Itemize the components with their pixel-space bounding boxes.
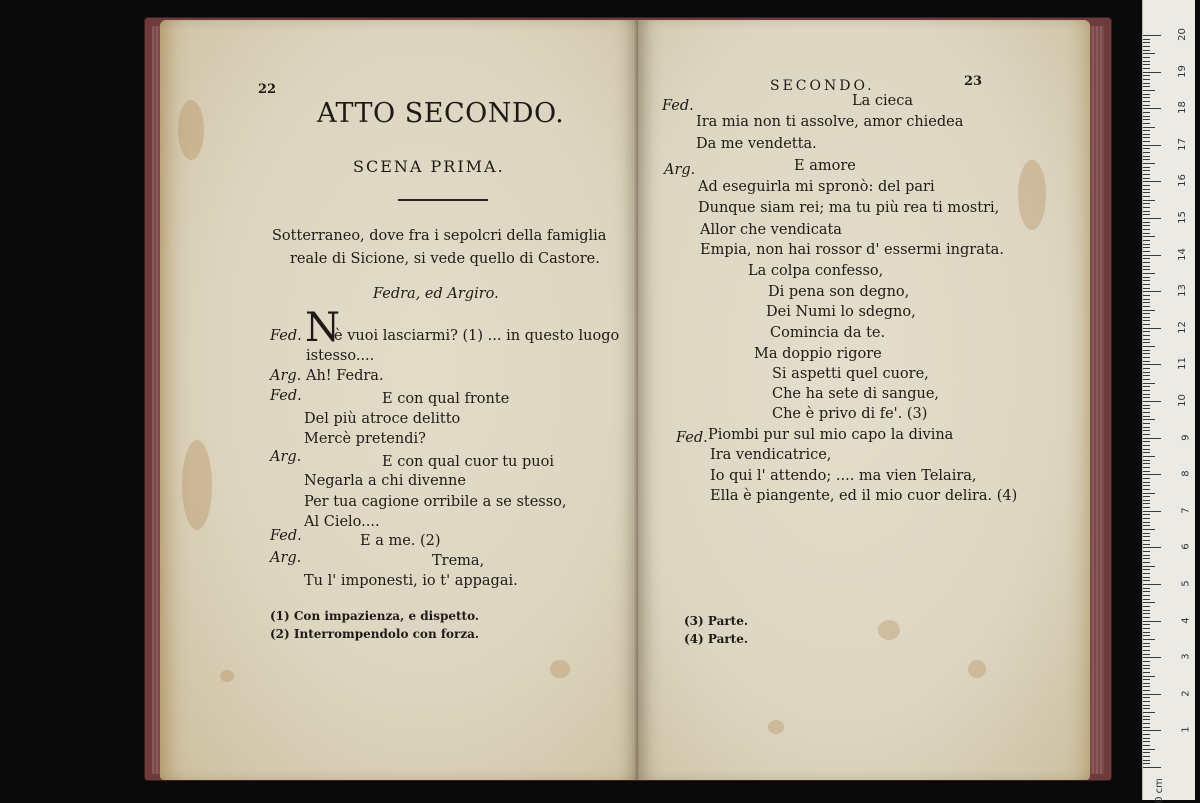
ruler-tick	[1143, 397, 1150, 398]
verse-line: Si aspetti quel cuore,	[772, 366, 929, 382]
ruler-tick	[1143, 514, 1150, 515]
ruler-tick	[1143, 734, 1150, 735]
ruler-number: 14	[1177, 247, 1189, 261]
ruler-tick	[1143, 624, 1150, 625]
ruler-tick	[1143, 134, 1150, 135]
ruler-tick	[1143, 108, 1161, 109]
ruler-number: 13	[1177, 284, 1189, 298]
ruler-tick	[1143, 101, 1150, 102]
speaker-label: Fed.	[270, 388, 302, 404]
ruler-tick	[1143, 167, 1150, 168]
verse-line: Ira vendicatrice,	[710, 447, 832, 463]
ruler-tick	[1143, 577, 1150, 578]
verse-line: istesso....	[306, 348, 375, 364]
stain	[178, 100, 204, 160]
ruler-tick	[1143, 328, 1161, 329]
ruler-number: 5	[1180, 580, 1192, 587]
ruler-tick	[1143, 467, 1150, 468]
ruler-number: 11	[1177, 357, 1189, 371]
ruler-tick	[1143, 379, 1150, 380]
ruler-tick	[1143, 97, 1150, 98]
ruler-tick	[1143, 602, 1155, 603]
ruler-tick	[1143, 763, 1150, 764]
ruler-number: 8	[1180, 470, 1192, 477]
ruler-tick	[1143, 427, 1150, 428]
ruler-tick	[1143, 562, 1150, 563]
ruler-tick	[1143, 291, 1161, 292]
ruler-tick	[1143, 342, 1150, 343]
ruler-tick	[1143, 284, 1150, 285]
stain	[550, 660, 570, 678]
ruler-tick	[1143, 357, 1150, 358]
verse-line: Dei Numi lo sdegno,	[766, 304, 916, 320]
ruler-tick	[1143, 266, 1150, 267]
ruler-tick	[1143, 635, 1150, 636]
verse-line: Mercè pretendi?	[304, 431, 426, 447]
ruler-number: 17	[1177, 137, 1189, 151]
ruler-tick	[1143, 251, 1150, 252]
ruler-tick	[1143, 438, 1161, 439]
ruler-tick	[1143, 500, 1150, 501]
footnote: (2) Interrompendolo con forza.	[270, 627, 480, 641]
verse-line: Da me vendetta.	[696, 136, 817, 152]
ruler-tick	[1143, 716, 1150, 717]
drop-cap: N	[305, 305, 340, 351]
ruler-tick	[1143, 525, 1150, 526]
ruler-tick	[1143, 489, 1150, 490]
ruler-tick	[1143, 401, 1161, 402]
verse-line: Ira mia non ti assolve, amor chiedea	[696, 114, 964, 130]
stain	[768, 720, 784, 734]
ruler-tick	[1143, 540, 1150, 541]
verse-line: Empia, non hai rossor d' essermi ingrata.	[700, 242, 1004, 258]
ruler-tick	[1143, 708, 1150, 709]
ruler-number: 3	[1180, 653, 1192, 660]
ruler-number: 2	[1180, 690, 1192, 697]
ruler-tick	[1143, 211, 1150, 212]
ruler-number: 9	[1180, 433, 1192, 441]
ruler-tick	[1143, 617, 1150, 618]
ruler-tick	[1143, 727, 1150, 728]
ruler-tick	[1143, 482, 1150, 483]
ruler-tick	[1143, 657, 1161, 658]
ruler-tick	[1143, 57, 1150, 58]
ruler-tick	[1143, 170, 1150, 171]
ruler-tick	[1143, 646, 1150, 647]
footnote: (1) Con impazienza, e dispetto.	[270, 609, 480, 623]
ruler-tick	[1143, 145, 1161, 146]
ruler-tick	[1143, 262, 1150, 263]
ruler-tick	[1143, 628, 1150, 629]
ruler-tick	[1143, 456, 1155, 457]
ruler-tick	[1143, 346, 1155, 347]
ruler-tick	[1143, 277, 1150, 278]
stain	[1018, 160, 1046, 230]
ruler-tick	[1143, 112, 1150, 113]
verse-line: Per tua cagione orribile a se stesso,	[304, 494, 567, 510]
ruler-tick	[1143, 90, 1155, 91]
ruler-tick	[1143, 302, 1150, 303]
ruler-tick	[1143, 738, 1150, 739]
act-title: ATTO SECONDO.	[317, 98, 565, 129]
page-number: 22	[258, 82, 277, 97]
ruler-tick	[1143, 412, 1150, 413]
ruler-tick	[1143, 639, 1155, 640]
characters: Fedra, ed Argiro.	[373, 286, 499, 302]
ruler-tick	[1143, 445, 1150, 446]
ruler-tick	[1143, 752, 1150, 753]
ruler-tick	[1143, 584, 1161, 585]
ruler-tick	[1143, 756, 1150, 757]
ruler-tick	[1143, 591, 1150, 592]
ruler-tick	[1143, 288, 1150, 289]
speaker-label: Arg.	[664, 162, 696, 178]
ruler-tick	[1143, 192, 1150, 193]
stage-direction-line: Sotterraneo, dove fra i sepolcri della famiglia	[272, 228, 607, 244]
speaker-label: Arg.	[270, 550, 302, 566]
ruler-tick	[1143, 430, 1150, 431]
ruler-number: 16	[1177, 174, 1189, 188]
ruler-tick	[1143, 72, 1161, 73]
verse-line: Io qui l' attendo; .... ma vien Telaira,	[710, 468, 977, 484]
ruler-tick	[1143, 273, 1155, 274]
ruler-tick	[1143, 123, 1150, 124]
ruler-number: 4	[1180, 616, 1192, 624]
ruler-tick	[1143, 719, 1150, 720]
ruler-tick	[1143, 310, 1155, 311]
ruler-tick	[1143, 474, 1161, 475]
ruler-tick	[1143, 372, 1150, 373]
ruler-tick	[1143, 419, 1155, 420]
ruler-tick	[1143, 203, 1150, 204]
ruler-number: 1	[1180, 726, 1192, 734]
footnote: (3) Parte.	[684, 614, 749, 628]
ruler-number: 12	[1177, 320, 1189, 334]
ruler-tick	[1143, 610, 1150, 611]
ruler-tick	[1143, 621, 1161, 622]
title-rule	[398, 199, 488, 201]
speaker-label: Arg.	[270, 449, 302, 465]
ruler-tick	[1143, 547, 1161, 548]
ruler-tick	[1143, 683, 1150, 684]
ruler-tick	[1143, 767, 1161, 768]
ruler-tick	[1143, 53, 1155, 54]
ruler-tick	[1143, 573, 1150, 574]
ruler-tick	[1143, 83, 1150, 84]
ruler-tick	[1143, 730, 1161, 731]
ruler-tick	[1143, 390, 1150, 391]
ruler-tick	[1143, 588, 1150, 589]
verse-line: La cieca	[852, 93, 913, 109]
ruler-tick	[1143, 127, 1155, 128]
ruler-tick	[1143, 247, 1150, 248]
ruler-tick	[1143, 86, 1150, 87]
verse-line: Dunque siam rei; ma tu più rea ti mostri,	[698, 200, 1000, 216]
ruler-tick	[1143, 75, 1150, 76]
ruler-number: 15	[1177, 211, 1189, 224]
page-number: 23	[964, 74, 983, 89]
ruler-tick	[1143, 39, 1150, 40]
ruler-tick	[1143, 353, 1150, 354]
ruler-tick	[1143, 240, 1150, 241]
ruler-tick	[1143, 705, 1150, 706]
ruler-tick	[1143, 196, 1150, 197]
verse-line: La colpa confesso,	[748, 263, 884, 279]
stain	[968, 660, 986, 678]
ruler-tick	[1143, 368, 1150, 369]
ruler-tick	[1143, 551, 1150, 552]
verse-line: Negarla a chi divenne	[304, 473, 466, 489]
ruler-tick	[1143, 331, 1150, 332]
ruler-tick	[1143, 324, 1150, 325]
ruler-tick	[1143, 555, 1150, 556]
ruler-tick	[1143, 529, 1155, 530]
verse-line: Ad eseguirla mi spronò: del pari	[698, 179, 935, 195]
ruler-tick	[1143, 119, 1150, 120]
ruler-tick	[1143, 580, 1150, 581]
ruler-tick	[1143, 386, 1150, 387]
speaker-label: Arg.	[270, 368, 302, 384]
ruler-tick	[1143, 536, 1150, 537]
verse-line: Del più atroce delitto	[304, 411, 461, 427]
ruler-number: 7	[1180, 507, 1192, 514]
ruler-tick	[1143, 383, 1155, 384]
verse-line: Allor che vendicata	[700, 222, 842, 238]
ruler-tick	[1143, 317, 1150, 318]
verse-line: Piombi pur sul mio capo la divina	[708, 427, 954, 443]
verse-line: Che è privo di fe'. (3)	[772, 406, 928, 422]
ruler-tick	[1143, 258, 1150, 259]
ruler-tick	[1143, 533, 1150, 534]
ruler-tick	[1143, 518, 1150, 519]
stain	[878, 620, 900, 640]
footnote: (4) Parte.	[684, 632, 749, 646]
ruler-tick	[1143, 441, 1150, 442]
ruler-tick	[1143, 463, 1150, 464]
ruler-number: 10	[1177, 394, 1189, 407]
ruler-tick	[1143, 741, 1150, 742]
ruler-tick	[1143, 650, 1150, 651]
ruler-tick	[1143, 163, 1155, 164]
ruler-tick	[1143, 423, 1150, 424]
ruler-tick	[1143, 496, 1150, 497]
verse-line: Che ha sete di sangue,	[772, 386, 940, 402]
ruler-tick	[1143, 723, 1150, 724]
ruler-tick	[1143, 236, 1155, 237]
stain	[220, 670, 234, 682]
ruler-tick	[1143, 94, 1150, 95]
ruler-tick	[1143, 207, 1150, 208]
ruler-tick	[1143, 361, 1150, 362]
ruler-tick	[1143, 181, 1161, 182]
ruler-tick	[1143, 643, 1150, 644]
ruler-tick	[1143, 233, 1150, 234]
ruler-tick	[1143, 416, 1150, 417]
ruler-unit: 0 cm	[1153, 778, 1165, 803]
ruler-number: 6	[1180, 543, 1192, 551]
ruler-tick	[1143, 269, 1150, 270]
ruler-tick	[1143, 679, 1150, 680]
speaker-label: Fed.	[270, 328, 302, 344]
ruler-tick	[1143, 335, 1150, 336]
ruler-tick	[1143, 116, 1150, 117]
ruler-tick	[1143, 189, 1150, 190]
left-page	[160, 20, 638, 780]
ruler-tick	[1143, 313, 1150, 314]
scene-title: SCENA PRIMA.	[353, 157, 505, 176]
ruler-tick	[1143, 339, 1150, 340]
ruler-tick	[1143, 375, 1150, 376]
running-head: SECONDO.	[770, 78, 875, 94]
ruler-tick	[1143, 152, 1150, 153]
ruler-tick	[1143, 130, 1150, 131]
ruler-tick	[1143, 320, 1150, 321]
ruler-tick	[1143, 405, 1150, 406]
verse-line: E a me. (2)	[360, 533, 441, 549]
ruler-tick	[1143, 745, 1150, 746]
ruler-number: 19	[1177, 64, 1189, 78]
ruler-tick	[1143, 460, 1150, 461]
verse-line: Ella è piangente, ed il mio cuor delira. (4)	[710, 488, 1018, 504]
verse-line: E amore	[794, 158, 856, 174]
ruler-tick	[1143, 218, 1161, 219]
ruler-tick	[1143, 364, 1161, 365]
ruler-tick	[1143, 522, 1150, 523]
ruler-tick	[1143, 511, 1161, 512]
ruler-tick	[1143, 214, 1150, 215]
ruler-tick	[1143, 599, 1150, 600]
measuring-ruler	[1142, 0, 1195, 803]
ruler-tick	[1143, 408, 1150, 409]
stage-direction-line: reale di Sicione, si vede quello di Castore.	[290, 251, 600, 267]
speaker-label: Fed.	[662, 98, 694, 114]
stain	[182, 440, 212, 530]
ruler-tick	[1143, 654, 1150, 655]
ruler-tick	[1143, 225, 1150, 226]
verse-line: E con qual cuor tu puoi	[382, 454, 554, 470]
ruler-tick	[1143, 613, 1150, 614]
verse-line: Di pena son degno,	[768, 284, 910, 300]
ruler-tick	[1143, 50, 1150, 51]
ruler-tick	[1143, 295, 1150, 296]
ruler-tick	[1143, 350, 1150, 351]
ruler-tick	[1143, 632, 1150, 633]
ruler-tick	[1143, 665, 1150, 666]
ruler-tick	[1143, 200, 1155, 201]
verse-line: Ma doppio rigore	[754, 346, 882, 362]
ruler-tick	[1143, 137, 1150, 138]
ruler-tick	[1143, 434, 1150, 435]
ruler-number: 18	[1177, 101, 1189, 115]
ruler-tick	[1143, 42, 1150, 43]
ruler-tick	[1143, 544, 1150, 545]
ruler-tick	[1143, 566, 1155, 567]
ruler-tick	[1143, 558, 1150, 559]
ruler-tick	[1143, 394, 1150, 395]
right-page	[638, 20, 1090, 780]
ruler-tick	[1143, 452, 1150, 453]
ruler-tick	[1143, 156, 1150, 157]
ruler-tick	[1143, 299, 1150, 300]
ruler-tick	[1143, 229, 1150, 230]
ruler-tick	[1143, 485, 1150, 486]
ruler-tick	[1143, 68, 1150, 69]
ruler-tick	[1143, 507, 1150, 508]
speaker-label: Fed.	[270, 528, 302, 544]
ruler-tick	[1143, 141, 1150, 142]
verse-line: Trema,	[432, 553, 485, 569]
ruler-tick	[1143, 701, 1150, 702]
ruler-tick	[1143, 595, 1150, 596]
verse-line: Comincia da te.	[770, 325, 886, 341]
ruler-tick	[1143, 676, 1155, 677]
ruler-tick	[1143, 280, 1150, 281]
ruler-tick	[1143, 35, 1161, 36]
verse-line: Al Cielo....	[304, 514, 380, 530]
ruler-tick	[1143, 749, 1155, 750]
ruler-tick	[1143, 697, 1150, 698]
ruler-tick	[1143, 493, 1155, 494]
verse-line: Ah! Fedra.	[306, 368, 384, 384]
ruler-tick	[1143, 712, 1155, 713]
ruler-tick	[1143, 668, 1150, 669]
ruler-tick	[1143, 178, 1150, 179]
ruler-tick	[1143, 159, 1150, 160]
ruler-tick	[1143, 148, 1150, 149]
ruler-tick	[1143, 244, 1150, 245]
ruler-tick	[1143, 105, 1150, 106]
ruler-tick	[1143, 185, 1150, 186]
ruler-tick	[1143, 760, 1150, 761]
ruler-tick	[1143, 690, 1150, 691]
ruler-tick	[1143, 606, 1150, 607]
ruler-tick	[1143, 686, 1150, 687]
ruler-tick	[1143, 64, 1150, 65]
ruler-tick	[1143, 46, 1150, 47]
speaker-label: Fed.	[676, 430, 708, 446]
ruler-tick	[1143, 694, 1161, 695]
ruler-tick	[1143, 449, 1150, 450]
verse-line: è vuoi lasciarmi? (1) ... in questo luogo	[334, 328, 620, 344]
open-book	[160, 20, 1100, 782]
ruler-tick	[1143, 503, 1150, 504]
ruler-tick	[1143, 222, 1150, 223]
ruler-tick	[1143, 569, 1150, 570]
ruler-tick	[1143, 79, 1150, 80]
ruler-tick	[1143, 306, 1150, 307]
ruler-tick	[1143, 478, 1150, 479]
verse-line: Tu l' imponesti, io t' appagai.	[304, 573, 518, 589]
verse-line: E con qual fronte	[382, 391, 510, 407]
ruler-tick	[1143, 672, 1150, 673]
ruler-tick	[1143, 174, 1150, 175]
ruler-number: 20	[1177, 28, 1189, 41]
ruler-tick	[1143, 471, 1150, 472]
ruler-tick	[1143, 661, 1150, 662]
ruler-tick	[1143, 61, 1150, 62]
ruler-tick	[1143, 255, 1161, 256]
